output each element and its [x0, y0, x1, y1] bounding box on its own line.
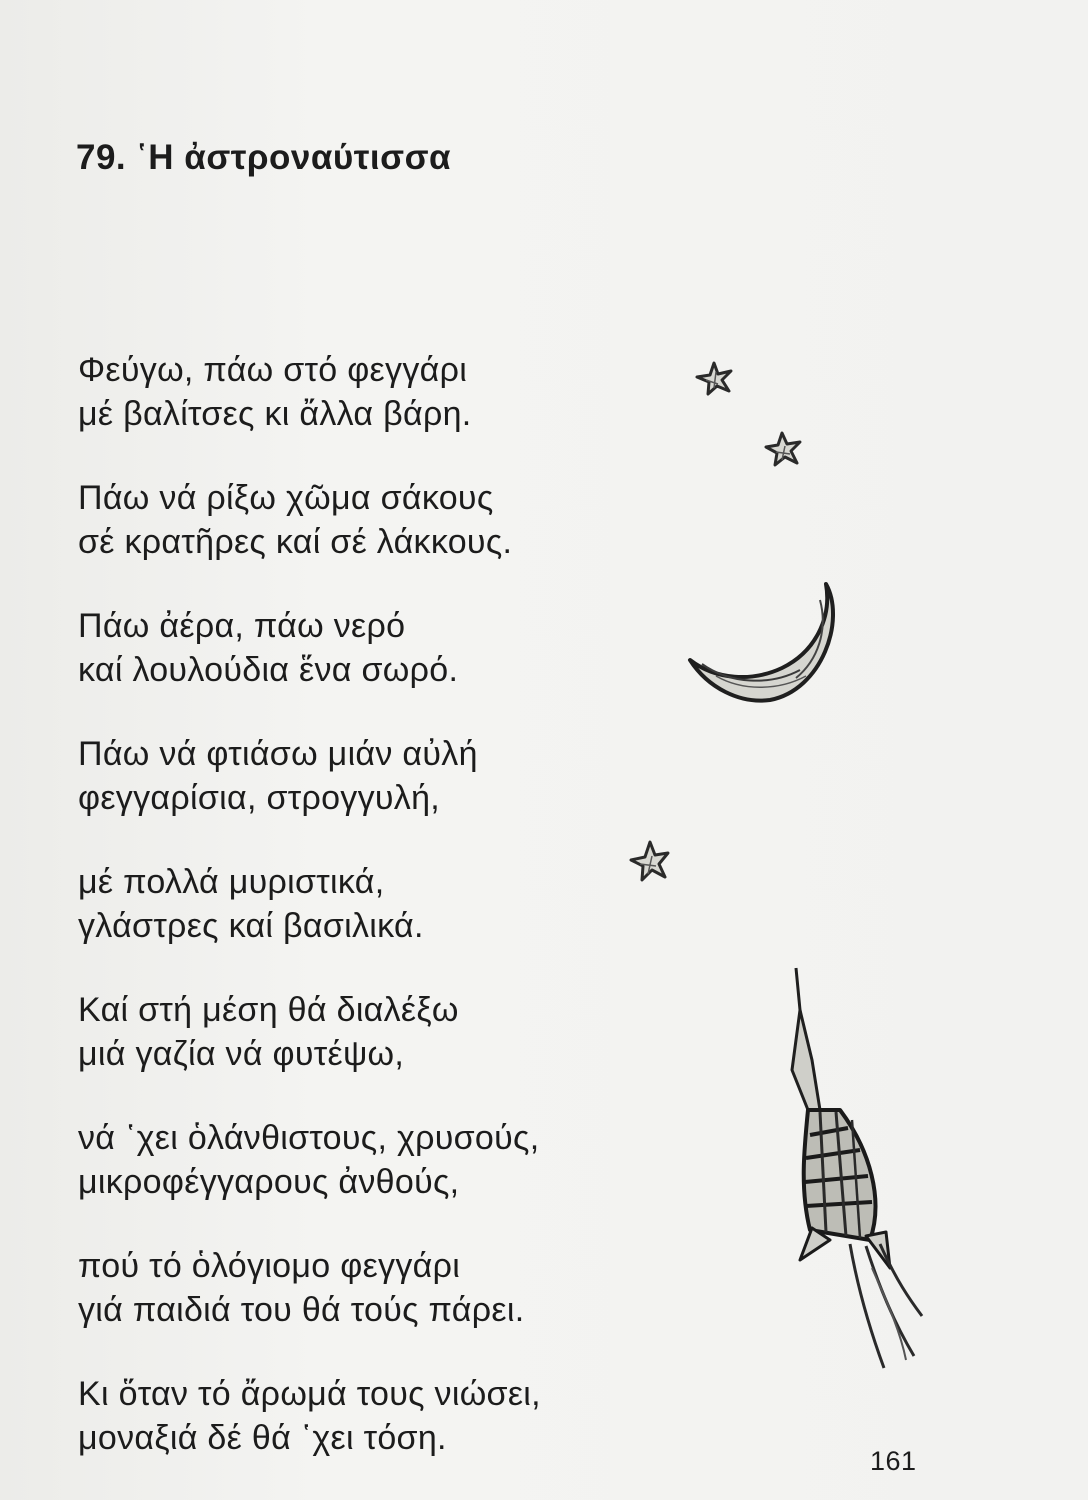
poem-line: σέ κρατῆρες καί σέ λάκκους.	[78, 523, 513, 561]
star-icon	[766, 433, 800, 465]
poem-line: Πάω νά φτιάσω μιάν αὐλή	[78, 735, 478, 773]
poem-line: καί λουλούδια ἕνα σωρό.	[78, 651, 459, 689]
poem-line: γλάστρες καί βασιλικά.	[78, 907, 424, 945]
poem-line: μέ πολλά μυριστικά,	[78, 863, 385, 901]
poem-line: Φεύγω, πάω στό φεγγάρι	[78, 351, 468, 389]
poem-line: φεγγαρίσια, στρογγυλή,	[78, 779, 441, 817]
crescent-moon-icon	[690, 584, 833, 701]
rocket-icon	[792, 968, 922, 1368]
star-icon	[697, 363, 731, 394]
poem-line: πού τό ὁλόγιομο φεγγάρι	[78, 1247, 461, 1285]
poem-line: μικροφέγγαρους ἀνθούς,	[78, 1163, 460, 1201]
star-icon	[631, 842, 668, 880]
page-number: 161	[870, 1446, 917, 1476]
poem-line: μοναξιά δέ θά ῾χει τόση.	[78, 1419, 447, 1457]
poem-number: 79.	[76, 138, 127, 177]
poem-line: Καί στή μέση θά διαλέξω	[78, 991, 459, 1029]
poem-line: μιά γαζία νά φυτέψω,	[78, 1035, 405, 1073]
poem-title-text: ῾Η ἀστροναύτισσα	[136, 138, 452, 177]
poem-line: μέ βαλίτσες κι ἄλλα βάρη.	[78, 395, 472, 433]
poem-line: Κι ὅταν τό ἄρωμά τους νιώσει,	[78, 1375, 541, 1413]
poem-line: γιά παιδιά του θά τούς πάρει.	[78, 1291, 525, 1329]
poem-line: Πάω νά ρίξω χῶμα σάκους	[78, 479, 494, 517]
poem-line: Πάω ἀέρα, πάω νερό	[78, 607, 406, 645]
poem-line: νά ῾χει ὁλάνθιστους, χρυσούς,	[78, 1119, 540, 1157]
